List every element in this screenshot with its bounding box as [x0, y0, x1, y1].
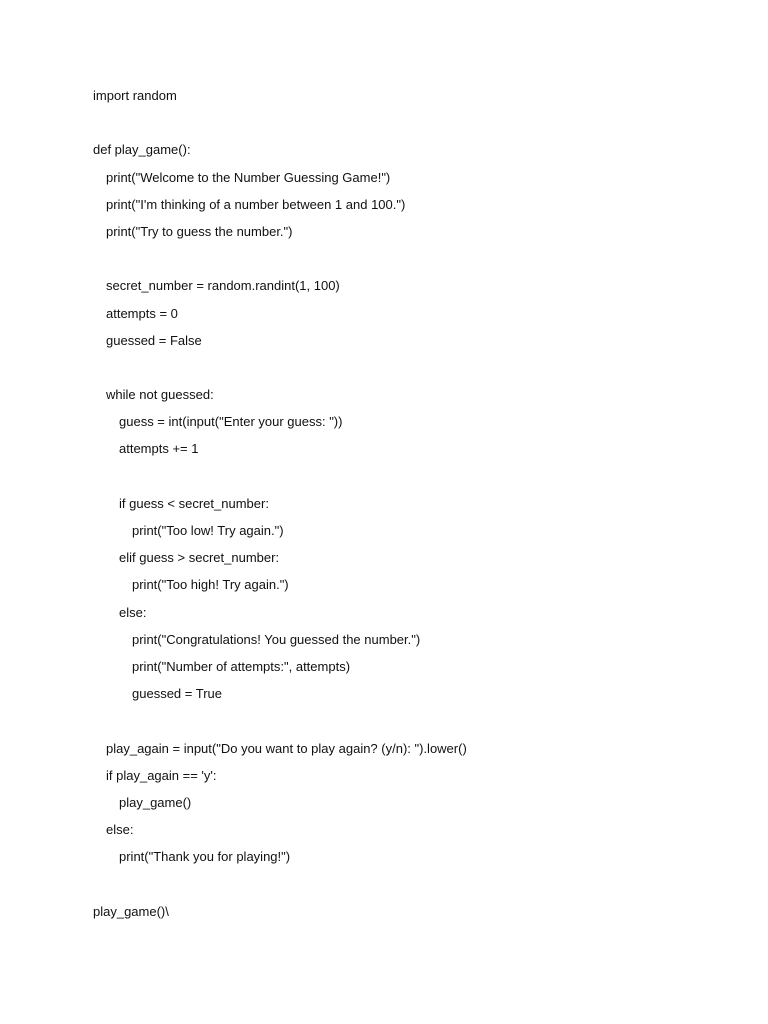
code-line: print("Try to guess the number.") — [106, 223, 293, 239]
code-line: def play_game(): — [93, 142, 191, 158]
code-line: guessed = True — [132, 686, 222, 702]
code-line: else: — [106, 822, 134, 838]
code-line: print("Number of attempts:", attempts) — [132, 658, 351, 674]
code-line: print("Too high! Try again.") — [132, 577, 289, 593]
code-line: play_again = input("Do you want to play again? (y/n): ").lower() — [106, 740, 467, 756]
code-line — [93, 358, 728, 385]
code-line: print("Congratulations! You guessed the number.") — [132, 631, 421, 647]
code-line: print("Thank you for playing!") — [119, 849, 291, 865]
code-line — [93, 467, 728, 494]
code-line: elif guess > secret_number: — [119, 550, 280, 566]
code-line: play_game() — [119, 794, 192, 810]
code-line: print("Welcome to the Number Guessing Game!") — [106, 169, 391, 185]
code-line: guess = int(input("Enter your guess: ")) — [119, 414, 343, 430]
code-line: if play_again == 'y': — [106, 767, 217, 783]
code-line: play_game()\ — [93, 903, 169, 919]
code-block — [93, 86, 728, 929]
code-line: guessed = False — [106, 332, 202, 348]
code-line: if guess < secret_number: — [119, 495, 269, 511]
code-line — [93, 874, 728, 901]
code-line: while not guessed: — [106, 387, 214, 403]
code-line: else: — [119, 604, 147, 620]
code-line: print("I'm thinking of a number between 1 and 100.") — [106, 196, 406, 212]
code-line — [93, 249, 728, 276]
code-line: print("Too low! Try again.") — [132, 523, 284, 538]
code-line: attempts = 0 — [106, 305, 178, 321]
code-line: import random — [93, 88, 177, 103]
code-line — [93, 711, 728, 738]
code-line: attempts += 1 — [119, 441, 199, 457]
code-line: secret_number = random.randint(1, 100) — [106, 278, 340, 294]
code-line — [93, 113, 728, 140]
